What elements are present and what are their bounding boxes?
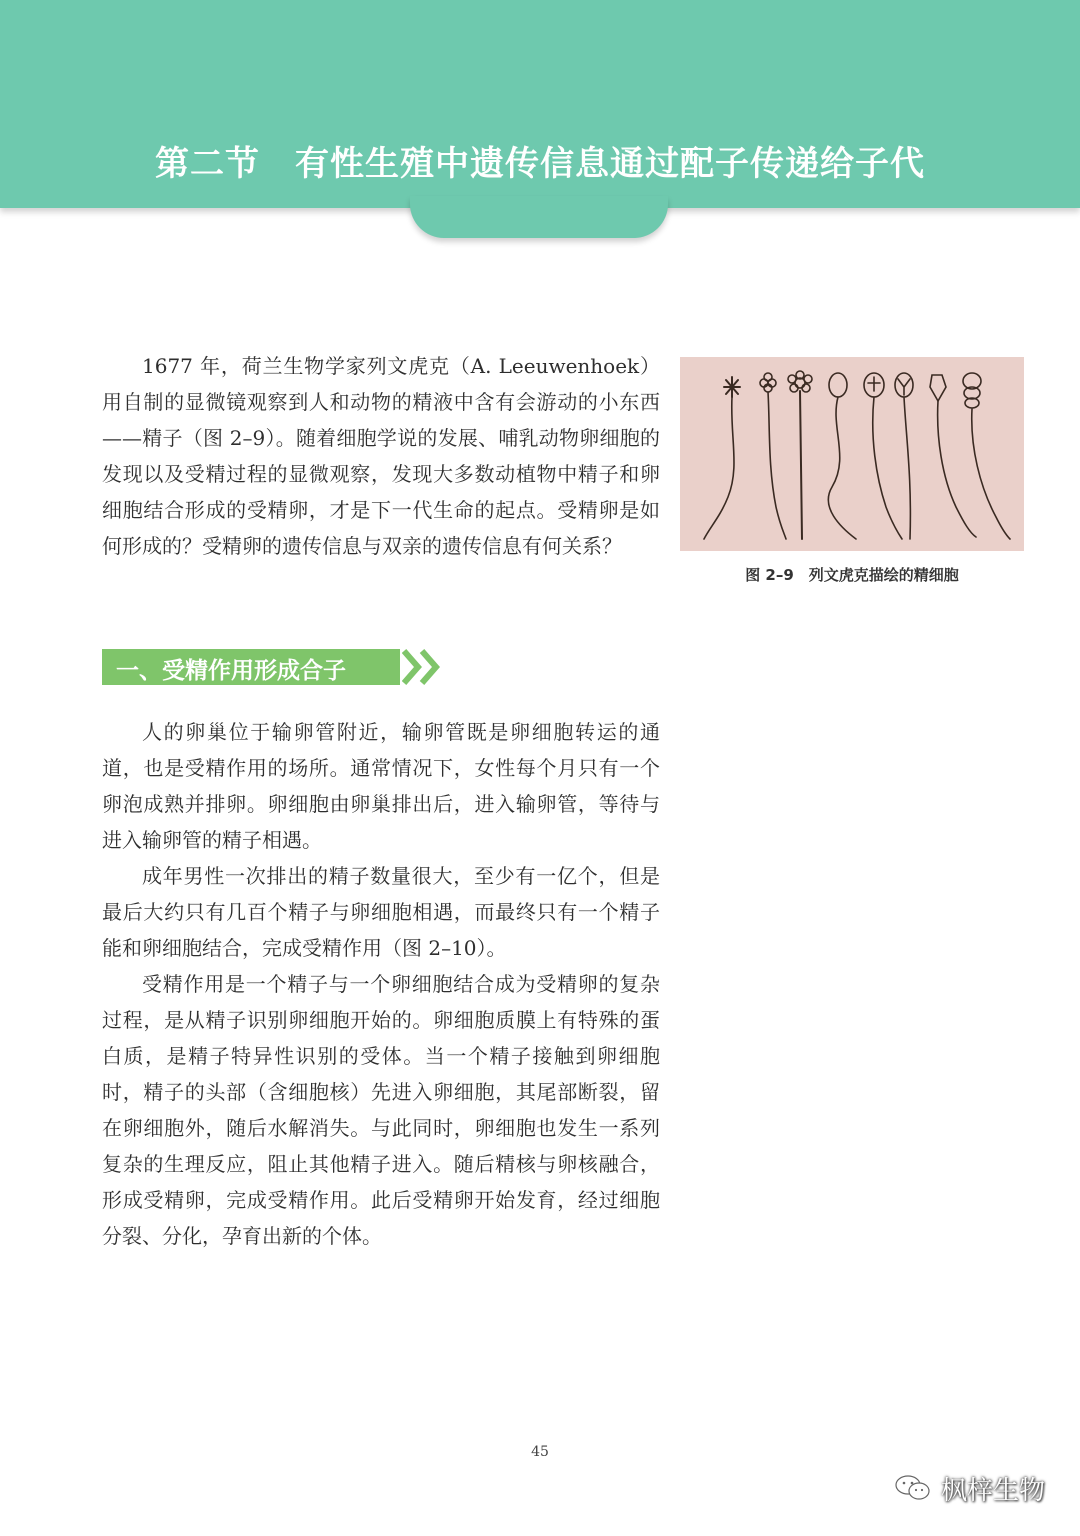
sperm-drawing-3: [788, 371, 812, 539]
sperm-drawing-8: [963, 373, 1010, 539]
body-paragraph-3: 受精作用是一个精子与一个卵细胞结合成为受精卵的复杂过程，是从精子识别卵细胞开始的。卵细胞质膜上有特殊的蛋白质，是精子特异性识别的受体。当一个精子接触到卵细胞时，精子的头部（含细胞核）先进入卵细胞，其尾部断裂，留在卵细胞外，随后水解消失。与此同时，卵细胞也发生一系列复杂的生理反应，阻止其他精子进入。随后精核与卵核融合，形成受精卵，完成受精作用。此后受精卵开始发育，经过细胞分裂、分化，孕育出新的个体。: [102, 972, 660, 1248]
chapter-header-tab: [410, 196, 668, 238]
sperm-drawing-4: [828, 373, 856, 539]
sperm-drawing-1: [704, 377, 740, 539]
body-paragraph-1: 人的卵巢位于输卵管附近，输卵管既是卵细胞转运的通道，也是受精作用的场所。通常情况下，女性每个月只有一个卵泡成熟并排卵。卵细胞由卵巢排出后，进入输卵管，等待与进入输卵管的精子相遇。: [102, 720, 660, 852]
section-title: 第二节 有性生殖中遗传信息通过配子传递给子代: [155, 144, 925, 184]
sperm-drawing-2: [760, 373, 786, 539]
section-heading-label: 一、受精作用形成合子: [116, 658, 346, 684]
intro-paragraph: 1677 年，荷兰生物学家列文虎克（A. Leeuwenhoek）用自制的显微镜观察到人和动物的精液中含有会游动的小东西——精子（图 2–9）。随着细胞学说的发展、哺乳动物卵细胞的发现以及受精过程的显微观察，发现大多数动植物中精子和卵细胞结合形成的受精卵，才是下一代生命的起点。受精卵是如何形成的？受精卵的遗传信息与双亲的遗传信息有何关系？: [102, 354, 660, 558]
sperm-drawing-5: [864, 373, 902, 539]
watermark-text: 枫梓生物: [941, 1475, 1046, 1506]
wechat-icon: [893, 1473, 933, 1503]
watermark: [893, 1470, 1045, 1506]
sperm-drawing-6: [895, 373, 913, 539]
figure-caption: 图 2–9 列文虎克描绘的精细胞: [745, 566, 959, 584]
body-paragraph-2: 成年男性一次排出的精子数量很大，至少有一亿个，但是最后大约只有几百个精子与卵细胞相遇，而最终只有一个精子能和卵细胞结合，完成受精作用（图 2–10）。: [102, 864, 660, 960]
double-chevron-icon: [402, 649, 446, 685]
figure-leeuwenhoek-sperm-illustration: [680, 357, 1024, 551]
page-number: 45: [531, 1444, 549, 1460]
sperm-drawings: [680, 357, 1024, 551]
